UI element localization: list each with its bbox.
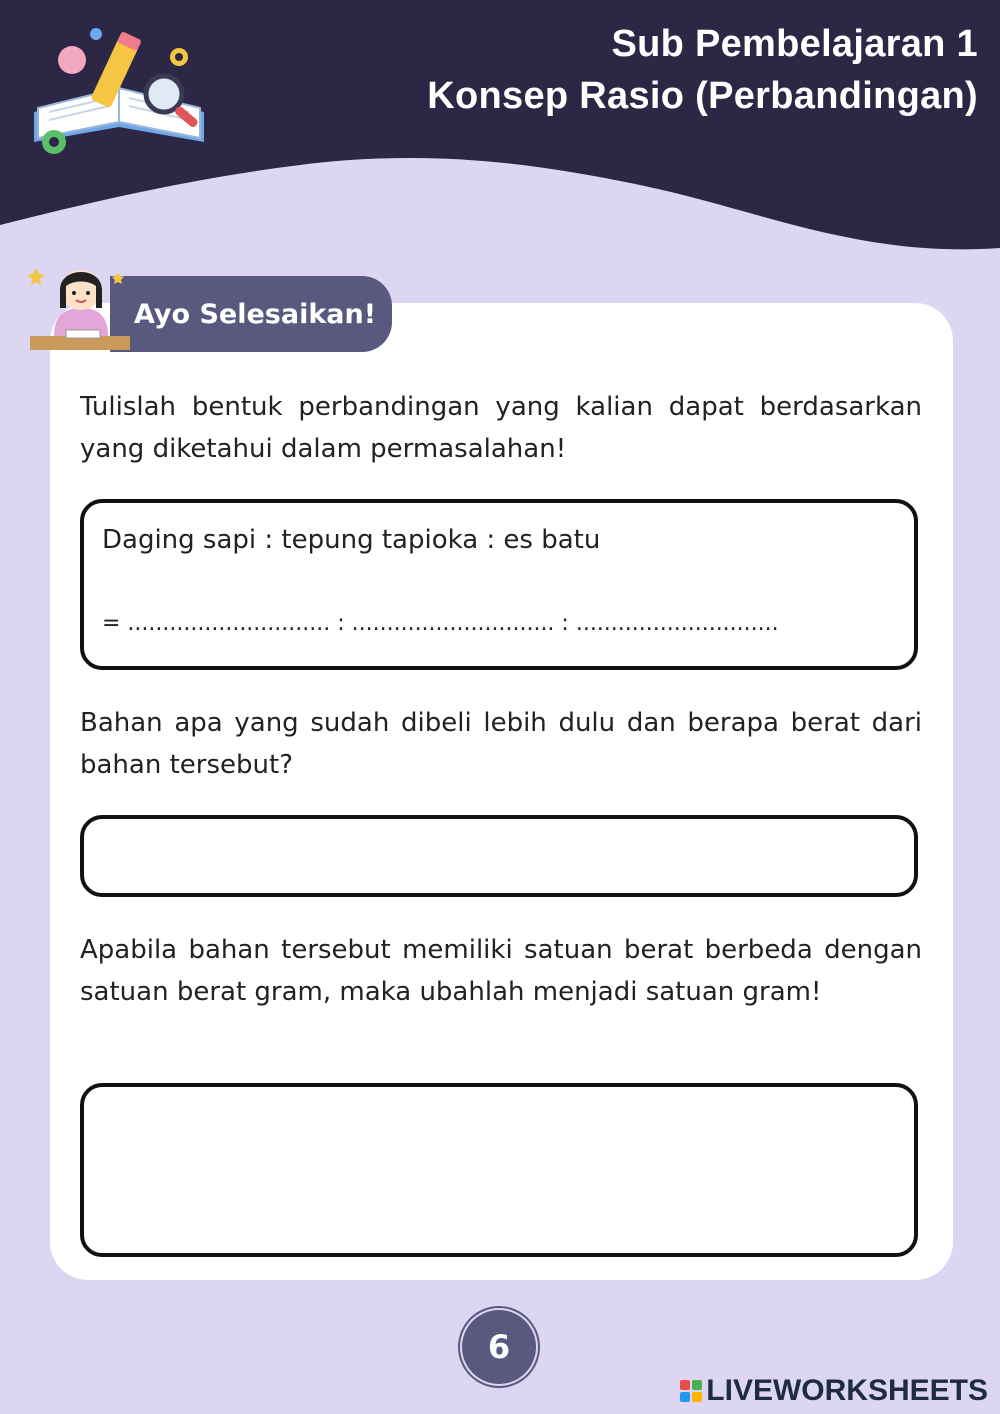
section-badge — [110, 276, 392, 352]
brand-name: LIVEWORKSHEETS — [706, 1374, 988, 1407]
section-badge-label: Ayo Selesaikan! — [134, 298, 377, 330]
page-number-label: 6 — [487, 1328, 511, 1366]
ratio-blanks[interactable]: = ............................. : ............................. : ............................. — [102, 611, 779, 636]
question-1: Tulislah bentuk perbandingan yang kalian dapat berdasarkan yang diketahui dalam permasalahan! — [80, 392, 922, 464]
title-line-1: Sub Pembelajaran 1 — [611, 23, 978, 65]
question-2: Bahan apa yang sudah dibeli lebih dulu dan berapa berat dari bahan tersebut? — [80, 708, 922, 780]
student-girl-illustration — [26, 248, 136, 358]
answer-box-2[interactable] — [80, 815, 918, 897]
answer-box-1[interactable] — [80, 499, 918, 670]
liveworksheets-logo[interactable] — [680, 1374, 988, 1408]
ratio-prompt: Daging sapi : tepung tapioka : es batu — [102, 525, 601, 555]
question-3: Apabila bahan tersebut memiliki satuan berat berbeda dengan satuan berat gram, maka ubahlah menjadi satuan gram! — [80, 935, 922, 1007]
answer-box-3[interactable] — [80, 1083, 918, 1257]
liveworksheets-grid-icon — [680, 1380, 702, 1402]
title-line-2: Konsep Rasio (Perbandingan) — [427, 75, 978, 117]
page-number — [462, 1310, 536, 1384]
book-pencil-illustration — [24, 22, 214, 162]
page-title — [427, 18, 978, 122]
